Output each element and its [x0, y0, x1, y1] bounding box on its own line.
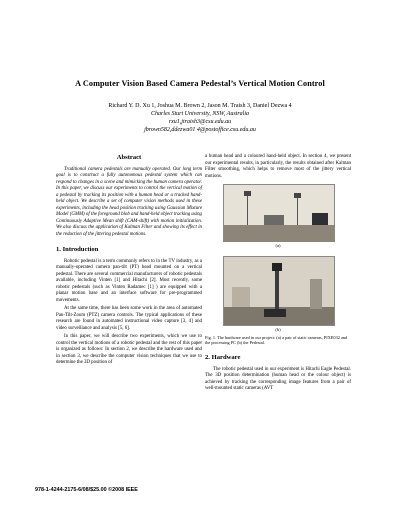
abstract-text: Traditional camera pedestals are manually operated. Our long term goal is to construct a fully autonomous pedestal system which can respond to changes in a scene and mimicking the human camera operator. In this paper, we discuss our experiments to control the vertical motion of a pedestal by tracking its position with a human head or a tracked hand-held object. We describe a set of computer vision methods used in these experiments, including the head position tracking using Gaussian Mixture Model (GMM) of the foreground blob and hand-held object tracking using Continuously Adaptive Mean shift (CAM-shift) with motion initialization. We also discuss the application of Kalman Filter and showing its effect in the reduction of the jittering pedestal motions. [56, 167, 202, 237]
figure-caption: Fig. 1. The hardware used in our project: (a) a pair of static cameras, PIXE032 and the processing PC (b) the Pedestal. [205, 335, 348, 346]
introduction-heading: 1. Introduction [56, 245, 99, 253]
intro-paragraph-2: At the same time, there has been some work in the area of automated Pan-Tilt-Zoom (PTZ) camera controls. The typical applications of these research are found in automated instructional video capture [3, 4] and video surveillance and analysis [5, 6]. [56, 306, 202, 331]
author-affiliation: Charles Sturt University, NSW, Australia [150, 111, 249, 117]
copyright-footer: 978-1-4244-2175-6/08/$25.00 ©2008 IEEE [35, 487, 138, 493]
left-column [56, 154, 202, 369]
paper-title: A Computer Vision Based Camera Pedestal’s Vertical Motion Control [75, 79, 325, 88]
figure-photo-b [223, 256, 335, 326]
intro-paragraph-1: Robotic pedestal is a term commonly refers to in the TV industry, as a manually-operated camera pan-tilt (PT) head mounted on a vertical pedestal. There are several commercial manufacturers of robotic pedestals available, including Vinten [1] and Hitachi [2]. Most recently, some robotic pedestals (such as Vinten Radamec [1] ) are equipped with a planar motion base and an interface software for pre-programmed movements. [56, 258, 202, 303]
figure-photo-a [223, 184, 335, 242]
right-column [205, 154, 351, 395]
hardware-paragraph-1: The robotic pedestal used in our experiment is Hitachi Eagle Pedestal. The 3D position determination (human head or the colour object) is achieved by tracking the corresponding image features from a pair of well-mounted static cameras (AVT [205, 366, 351, 392]
author-email-2: jbrown582,ddezwa01 4@postoffice.csu.edu.au [144, 127, 256, 133]
author-names: Richard Y. D. Xu 1, Joshua M. Brown 2, Jason M. Traish 3, Daniel Dezwa 4 [108, 103, 292, 109]
author-email-1: rxu1,jtraish3@csu.edu.au [168, 119, 232, 125]
abstract-heading: Abstract [116, 154, 142, 161]
intro-paragraph-3: In this paper, we will describe two experiments, which we use to control the vertical motions of a robotic pedestal and the rest of this paper is organized as follows: In section 2, we describe the hardware used and in section 3, we describe the computer vision techniques that we use to determine the 3D position of [56, 334, 202, 366]
figure-label-a: (a) [275, 243, 281, 248]
figure-1 [205, 184, 351, 346]
hardware-heading: 2. Hardware [205, 353, 241, 361]
right-top-paragraph: a human head and a coloured hand-held object. In section 4, we present our experimental results, in particularly, the results obtained after Kalman Filter smoothing, which helps to remove most of the jittery vertical motions. [205, 154, 351, 179]
author-block [0, 102, 400, 134]
figure-label-b: (b) [275, 327, 281, 332]
